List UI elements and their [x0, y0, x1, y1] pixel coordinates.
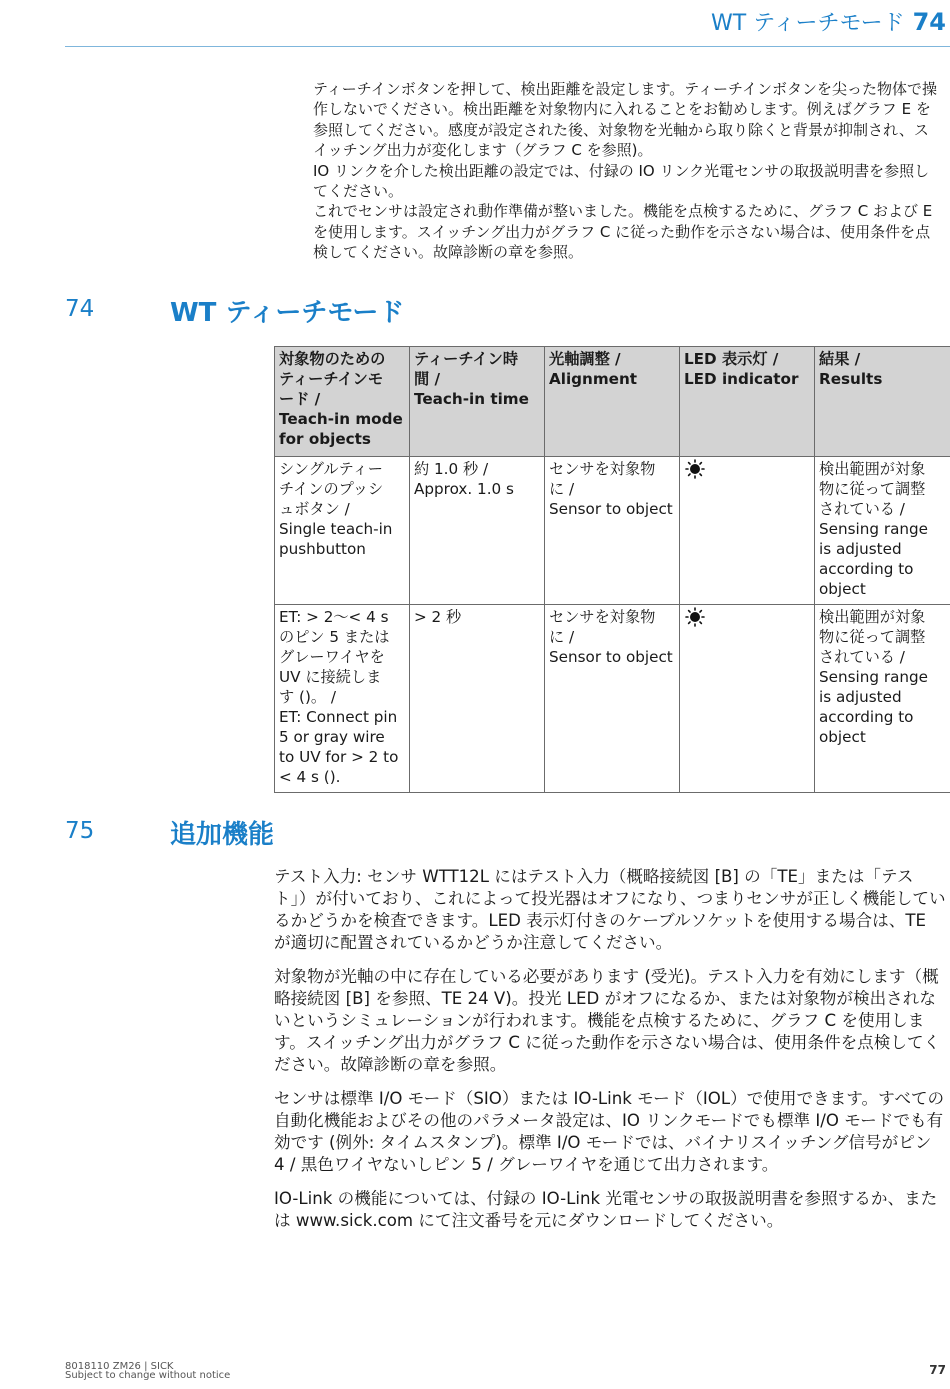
table-row	[275, 457, 950, 605]
cell-teach-mode: シングルティー チインのプッシ ュボタン / Single teach-in pushbutton	[275, 457, 410, 605]
cell-teach-mode: ET: > 2～< 4 s のピン 5 または グレーワイヤを UV に接続しま す ()。 / ET: Connect pin 5 or gray wire to UV for > 2 to < 4 s ().	[275, 605, 410, 793]
cell-teach-time: > 2 秒	[410, 605, 545, 793]
section-74-title: WT ティーチモード	[170, 298, 405, 328]
footer-info	[65, 1362, 230, 1380]
body-paragraph: センサは標準 I/O モード（SIO）または IO-Link モード（IOL）で使用できます。すべての自動化機能およびその他のパラメータ設定は、IO リンクモードでも標準 I/O モードでも有効です (例外: タイムスタンプ)。標準 I/O モードでは、バイナリスイッチング信号がピン 4 / 黒色ワイヤないしピン 5 / グレーワイヤを通じて出力されます。	[274, 1089, 945, 1174]
intro-paragraph: これでセンサは設定され動作準備が整いました。機能を点検するために、グラフ C および E を使用します。スイッチング出力がグラフ C に従った動作を示さない場合は、使用条件を点検してください。故障診断の章を参照。	[313, 202, 933, 262]
cell-led	[680, 605, 815, 793]
body-paragraph: 対象物が光軸の中に存在している必要があります (受光)。テスト入力を有効にします（概略接続図 [B] を参照、TE 24 V)。投光 LED がオフになるか、または対象物が検出されないというシミュレーションが行われます。機能を点検するために、グラフ C を使用します。スイッチング出力がグラフ C に従った動作を示さない場合は、使用条件を点検してください。故障診断の章を参照。	[274, 967, 941, 1074]
header-title-text: WT ティーチモード	[711, 11, 905, 36]
led-flashing-icon	[684, 607, 706, 627]
header-title	[711, 6, 946, 37]
header-results: 結果 / Results	[815, 347, 950, 457]
cell-result: 検出範囲が対象 物に従って調整 されている / Sensing range is adjusted according to object	[815, 457, 950, 605]
teach-mode-table	[274, 346, 950, 793]
table-header-row	[275, 347, 950, 457]
header-led-indicator: LED 表示灯 / LED indicator	[680, 347, 815, 457]
led-flashing-icon	[684, 459, 706, 479]
intro-paragraph: IO リンクを介した検出距離の設定では、付録の IO リンク光電センサの取扱説明書を参照してください。	[313, 161, 930, 201]
header-chapter-number: 74	[912, 8, 946, 36]
body-paragraph: IO-Link の機能については、付録の IO-Link 光電センサの取扱説明書を参照するか、または www.sick.com にて注文番号を元にダウンロードしてください。	[274, 1189, 938, 1230]
section-75-body	[274, 866, 946, 1244]
body-paragraph: テスト入力: センサ WTT12L にはテスト入力（概略接続図 [B] の「TE」または「テスト」）が付いており、これによって投光器はオフになり、つまりセンサが正しく機能しているかどうかを検査できます。LED 表示灯付きのケーブルソケットを使用する場合は、TE が適切に配置されているかどうか注意してください。	[274, 867, 946, 952]
intro-paragraph: ティーチインボタンを押して、検出距離を設定します。ティーチインボタンを尖った物体で操作しないでください。検出距離を対象物内に入れることをお勧めします。例えばグラフ E を参照してください。感度が設定された後、対象物を光軸から取り除くと背景が抑制され、スイッチング出力が変化します（グラフ C を参照)。	[313, 80, 938, 160]
header-teach-mode: 対象物のための ティーチインモ ード / Teach-in mode for objects	[275, 347, 410, 457]
section-74-number: 74	[65, 296, 95, 322]
cell-led	[680, 457, 815, 605]
footer-notice: Subject to change without notice	[65, 1370, 231, 1381]
cell-alignment: センサを対象物 に / Sensor to object	[545, 605, 680, 793]
header-alignment: 光軸調整 / Alignment	[545, 347, 680, 457]
cell-result: 検出範囲が対象 物に従って調整 されている / Sensing range is adjusted according to object	[815, 605, 950, 793]
section-75-title: 追加機能	[170, 820, 275, 850]
footer-doc-id: 8018110 ZM26 | SICK	[65, 1361, 174, 1372]
table-row	[275, 605, 950, 793]
cell-alignment: センサを対象物 に / Sensor to object	[545, 457, 680, 605]
cell-teach-time: 約 1.0 秒 / Approx. 1.0 s	[410, 457, 545, 605]
section-75-number: 75	[65, 818, 95, 844]
intro-text	[313, 79, 943, 263]
header-divider	[65, 46, 950, 47]
page-number: 77	[929, 1363, 946, 1377]
header-teach-time: ティーチイン時 間 / Teach-in time	[410, 347, 545, 457]
